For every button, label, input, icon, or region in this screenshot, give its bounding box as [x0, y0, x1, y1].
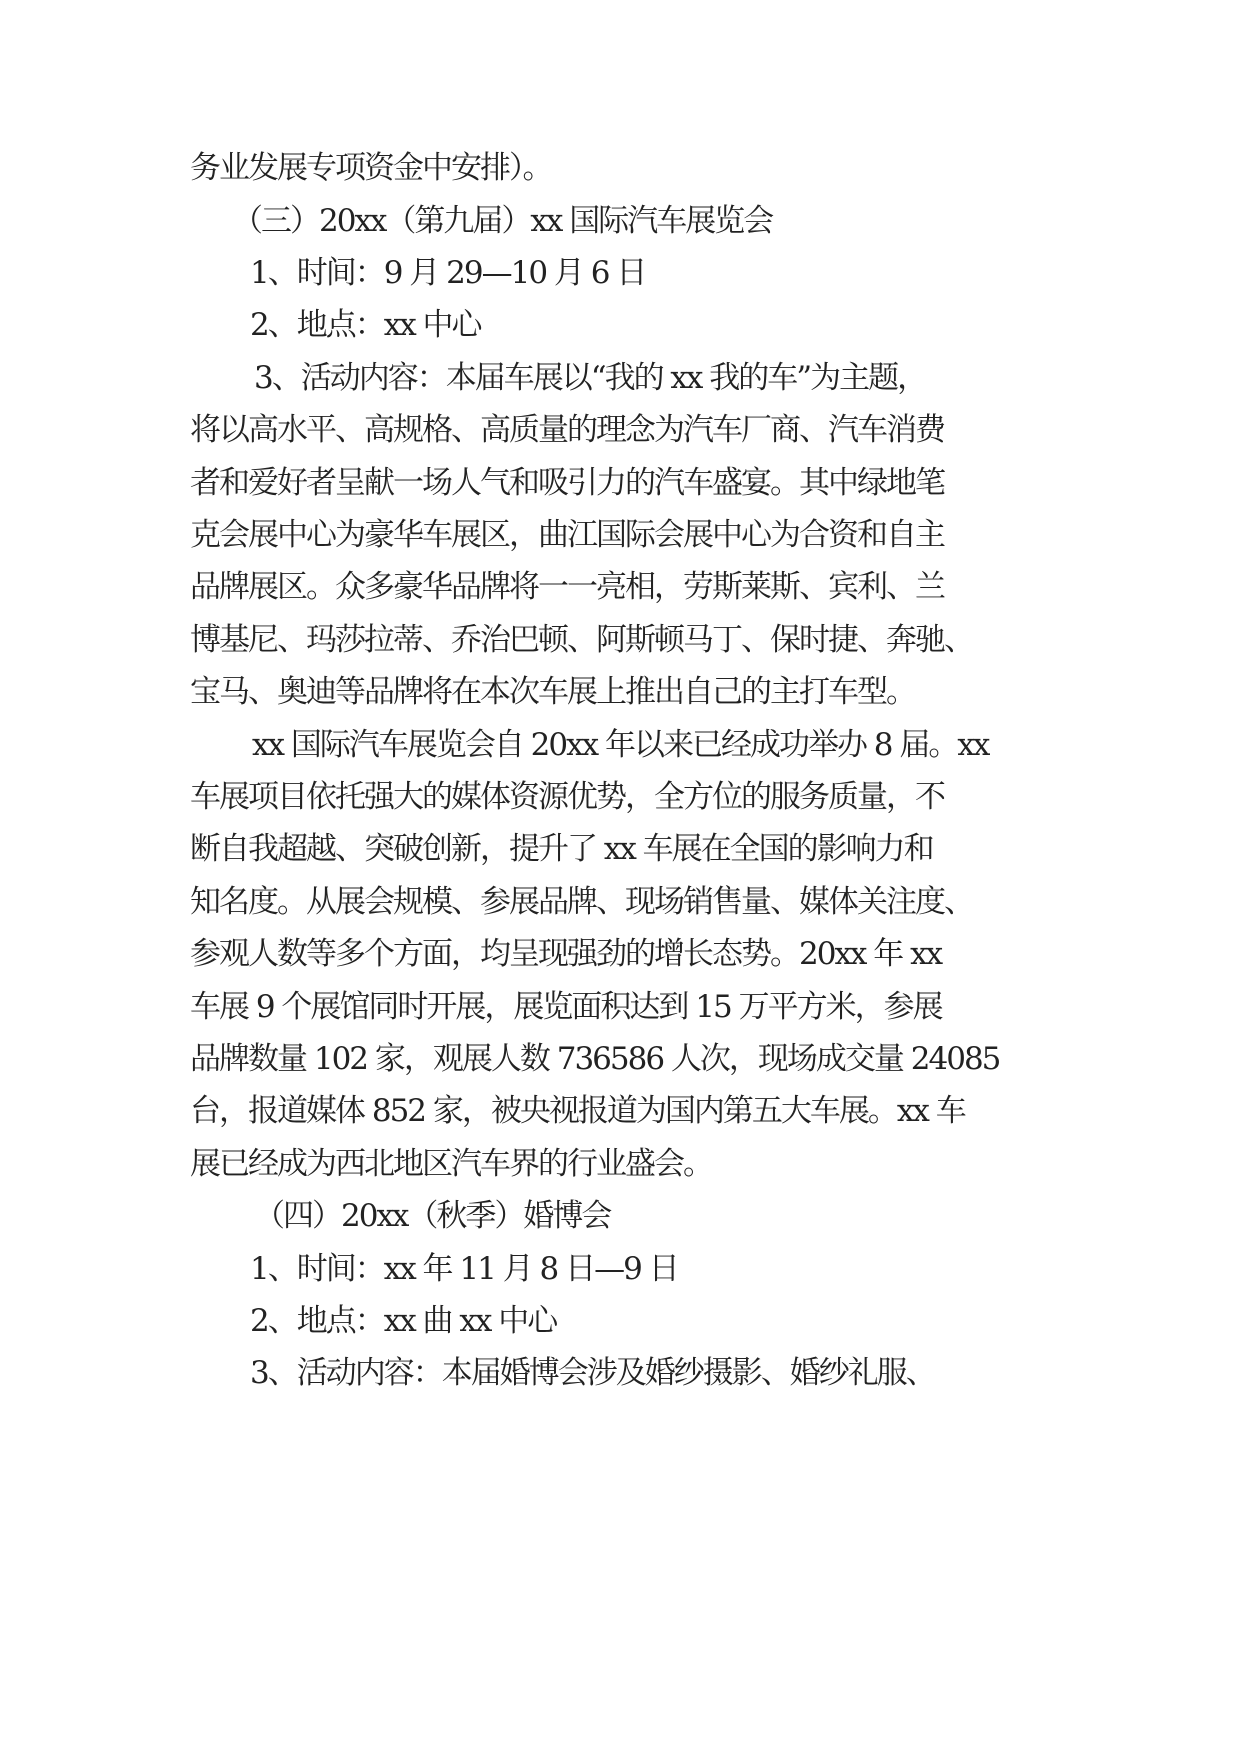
- text-line: 宝马、奥迪等品牌将在本次车展上推出自己的主打车型。: [190, 674, 915, 710]
- text-line: 品牌数量 102 家，观展人数 736586 人次，现场成交量 24085: [190, 1041, 1000, 1077]
- text-line: 知名度。从展会规模、参展品牌、现场销售量、媒体关注度、: [190, 884, 973, 920]
- text-line: 展已经成为西北地区汽车界的行业盛会。: [190, 1146, 712, 1182]
- text-line: 品牌展区。众多豪华品牌将一一亮相，劳斯莱斯、宾利、兰: [190, 569, 944, 605]
- text-line: 断自我超越、突破创新，提升了 xx 车展在全国的影响力和: [190, 831, 933, 867]
- text-line: 2、地点：xx 中心: [250, 307, 481, 343]
- text-line: 车展 9 个展馆同时开展，展览面积达到 15 万平方米，参展: [190, 989, 942, 1025]
- text-line: 1、时间：9 月 29—10 月 6 日: [250, 255, 646, 291]
- text-line: xx 国际汽车展览会自 20xx 年以来已经成功举办 8 届。xx: [252, 727, 989, 763]
- text-line: 1、时间：xx 年 11 月 8 日—9 日: [250, 1251, 678, 1287]
- text-line: 务业发展专项资金中安排）。: [190, 150, 552, 186]
- text-line: 2、地点：xx 曲 xx 中心: [250, 1303, 557, 1339]
- text-line: 博基尼、玛莎拉蒂、乔治巴顿、阿斯顿马丁、保时捷、奔驰、: [190, 622, 973, 658]
- text-line: 克会展中心为豪华车展区，曲江国际会展中心为合资和自主: [190, 517, 944, 553]
- text-line: 车展项目依托强大的媒体资源优势，全方位的服务质量，不: [190, 779, 944, 815]
- text-line: 台，报道媒体 852 家，被央视报道为国内第五大车展。xx 车: [190, 1093, 965, 1129]
- section-heading: （四）20xx（秋季）婚博会: [254, 1198, 611, 1234]
- text-line: 3、活动内容：本届车展以“我的 xx 我的车”为主题，: [254, 360, 927, 396]
- text-line: 3、活动内容：本届婚博会涉及婚纱摄影、婚纱礼服、: [250, 1355, 935, 1391]
- text-line: 者和爱好者呈献一场人气和吸引力的汽车盛宴。其中绿地笔: [190, 465, 944, 501]
- text-line: 参观人数等多个方面，均呈现强劲的增长态势。20xx 年 xx: [190, 936, 942, 972]
- text-line: 将以高水平、高规格、高质量的理念为汽车厂商、汽车消费: [190, 412, 944, 448]
- section-heading: （三）20xx（第九届）xx 国际汽车展览会: [232, 203, 773, 239]
